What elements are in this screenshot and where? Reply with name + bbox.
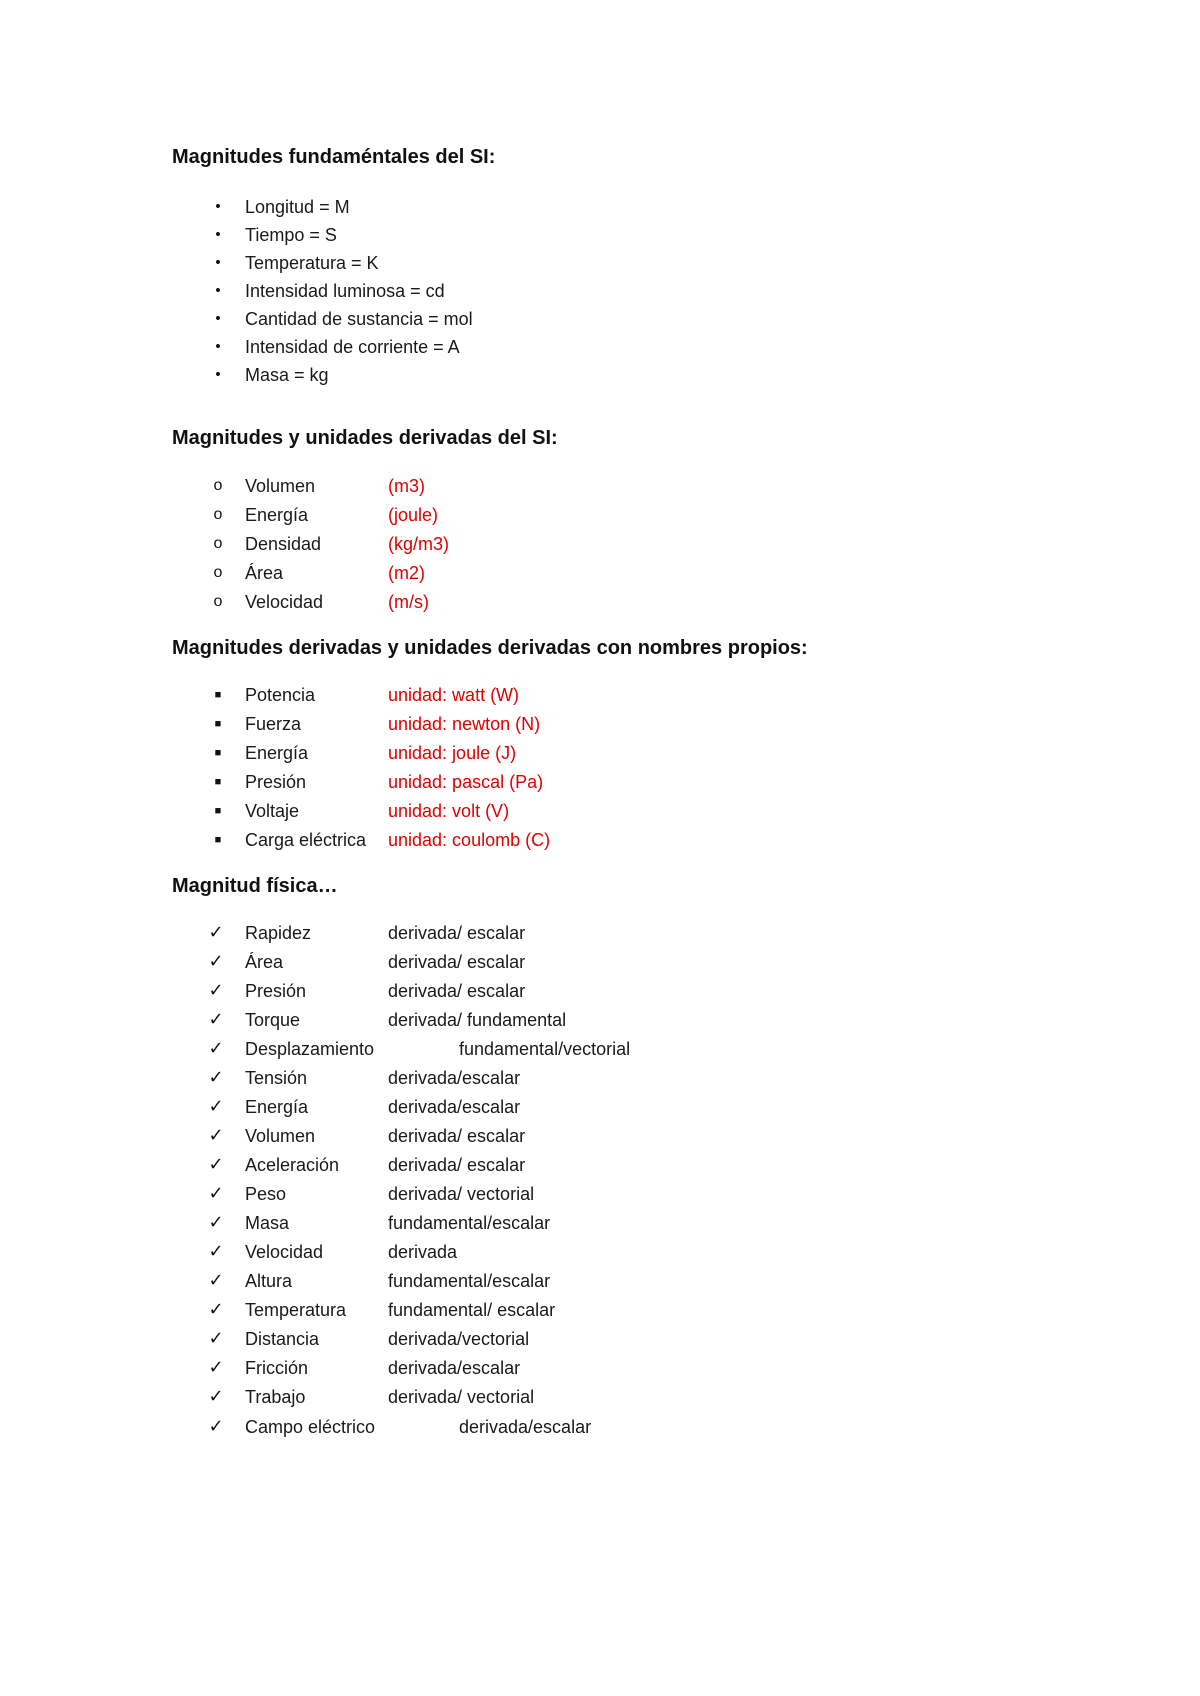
item-label: Altura <box>245 1271 293 1291</box>
item-classification: derivada/ escalar <box>388 981 526 1001</box>
checkmark-icon: ✓ <box>208 1009 224 1030</box>
item-label: Velocidad <box>245 592 324 612</box>
item-label: Energía <box>245 505 309 525</box>
item-label: Velocidad <box>245 1242 324 1262</box>
item-classification: derivada/ escalar <box>388 1126 526 1146</box>
item-label: Potencia <box>245 685 316 705</box>
bullet-icon: • <box>215 310 221 327</box>
item-unit: unidad: newton (N) <box>388 714 541 734</box>
item-classification: derivada/vectorial <box>388 1329 530 1349</box>
checkmark-icon: ✓ <box>208 1067 224 1088</box>
item-label: Energía <box>245 1097 309 1117</box>
checkmark-icon: ✓ <box>208 1386 224 1407</box>
item-label: Carga eléctrica <box>245 830 367 850</box>
square-bullet-icon: ■ <box>214 718 222 730</box>
item-label: Cantidad de sustancia = mol <box>245 309 473 329</box>
item-label: Volumen <box>245 1126 316 1146</box>
item-unit: unidad: volt (V) <box>388 801 510 821</box>
checkmark-icon: ✓ <box>208 980 224 1001</box>
item-label: Intensidad de corriente = A <box>245 337 460 357</box>
checkmark-icon: ✓ <box>208 1357 224 1378</box>
item-label: Torque <box>245 1010 301 1030</box>
item-label: Masa = kg <box>245 365 329 385</box>
section-heading-physical-quantity: Magnitud física… <box>172 875 338 897</box>
checkmark-icon: ✓ <box>208 1154 224 1175</box>
circle-bullet-icon: o <box>213 477 223 494</box>
item-unit: (kg/m3) <box>388 534 450 554</box>
bullet-icon: • <box>215 338 221 355</box>
item-label: Tensión <box>245 1068 308 1088</box>
bullet-icon: • <box>215 226 221 243</box>
section-heading-fundamental: Magnitudes fundaméntales del SI: <box>172 146 496 168</box>
square-bullet-icon: ■ <box>214 689 222 701</box>
square-bullet-icon: ■ <box>214 805 222 817</box>
checkmark-icon: ✓ <box>208 1096 224 1117</box>
item-label: Distancia <box>245 1329 320 1349</box>
item-label: Energía <box>245 743 309 763</box>
item-label: Presión <box>245 772 307 792</box>
item-classification: derivada/escalar <box>388 1358 521 1378</box>
item-label: Intensidad luminosa = cd <box>245 281 445 301</box>
item-label: Aceleración <box>245 1155 340 1175</box>
square-bullet-icon: ■ <box>214 776 222 788</box>
item-label: Masa <box>245 1213 290 1233</box>
checkmark-icon: ✓ <box>208 1270 224 1291</box>
item-unit: unidad: joule (J) <box>388 743 517 763</box>
item-label: Área <box>245 563 284 583</box>
bullet-icon: • <box>215 282 221 299</box>
checkmark-icon: ✓ <box>208 1125 224 1146</box>
circle-bullet-icon: o <box>213 564 223 581</box>
item-label: Fricción <box>245 1358 309 1378</box>
circle-bullet-icon: o <box>213 506 223 523</box>
item-unit: unidad: pascal (Pa) <box>388 772 544 792</box>
item-unit: (joule) <box>388 505 439 525</box>
section-heading-named-units: Magnitudes derivadas y unidades derivadas con nombres propios: <box>172 637 808 659</box>
item-classification: derivada <box>388 1242 458 1262</box>
checkmark-icon: ✓ <box>208 1241 224 1262</box>
item-classification: derivada/ fundamental <box>388 1010 567 1030</box>
item-classification: fundamental/escalar <box>388 1271 551 1291</box>
bullet-icon: • <box>215 198 221 215</box>
item-label: Área <box>245 952 284 972</box>
item-classification: derivada/ vectorial <box>388 1184 535 1204</box>
circle-bullet-icon: o <box>213 535 223 552</box>
item-classification: derivada/ vectorial <box>388 1387 535 1407</box>
item-label: Trabajo <box>245 1387 306 1407</box>
item-unit: (m2) <box>388 563 425 583</box>
item-classification: derivada/ escalar <box>388 1155 526 1175</box>
item-label: Tiempo = S <box>245 225 337 245</box>
checkmark-icon: ✓ <box>208 951 224 972</box>
item-classification: fundamental/ escalar <box>388 1300 556 1320</box>
square-bullet-icon: ■ <box>214 747 222 759</box>
checkmark-icon: ✓ <box>208 1416 224 1437</box>
checkmark-icon: ✓ <box>208 1299 224 1320</box>
item-label: Voltaje <box>245 801 300 821</box>
square-bullet-icon: ■ <box>214 834 222 846</box>
checkmark-icon: ✓ <box>208 922 224 943</box>
item-label: Fuerza <box>245 714 302 734</box>
item-label: Desplazamiento <box>245 1039 375 1059</box>
item-classification: derivada/escalar <box>459 1417 592 1437</box>
item-unit: (m/s) <box>388 592 429 612</box>
checkmark-icon: ✓ <box>208 1328 224 1349</box>
item-label: Longitud = M <box>245 197 350 217</box>
item-label: Temperatura <box>245 1300 347 1320</box>
item-label: Densidad <box>245 534 322 554</box>
item-label: Rapidez <box>245 923 312 943</box>
item-classification: fundamental/vectorial <box>459 1039 631 1059</box>
item-label: Volumen <box>245 476 316 496</box>
item-label: Campo eléctrico <box>245 1417 376 1437</box>
item-classification: fundamental/escalar <box>388 1213 551 1233</box>
section-heading-derived: Magnitudes y unidades derivadas del SI: <box>172 427 558 449</box>
item-unit: unidad: watt (W) <box>388 685 520 705</box>
checkmark-icon: ✓ <box>208 1212 224 1233</box>
item-unit: (m3) <box>388 476 425 496</box>
item-classification: derivada/escalar <box>388 1068 521 1088</box>
checkmark-icon: ✓ <box>208 1183 224 1204</box>
item-label: Temperatura = K <box>245 253 379 273</box>
bullet-icon: • <box>215 254 221 271</box>
bullet-icon: • <box>215 366 221 383</box>
item-label: Peso <box>245 1184 287 1204</box>
item-unit: unidad: coulomb (C) <box>388 830 551 850</box>
circle-bullet-icon: o <box>213 593 223 610</box>
item-classification: derivada/escalar <box>388 1097 521 1117</box>
item-classification: derivada/ escalar <box>388 952 526 972</box>
item-classification: derivada/ escalar <box>388 923 526 943</box>
checkmark-icon: ✓ <box>208 1038 224 1059</box>
item-label: Presión <box>245 981 307 1001</box>
